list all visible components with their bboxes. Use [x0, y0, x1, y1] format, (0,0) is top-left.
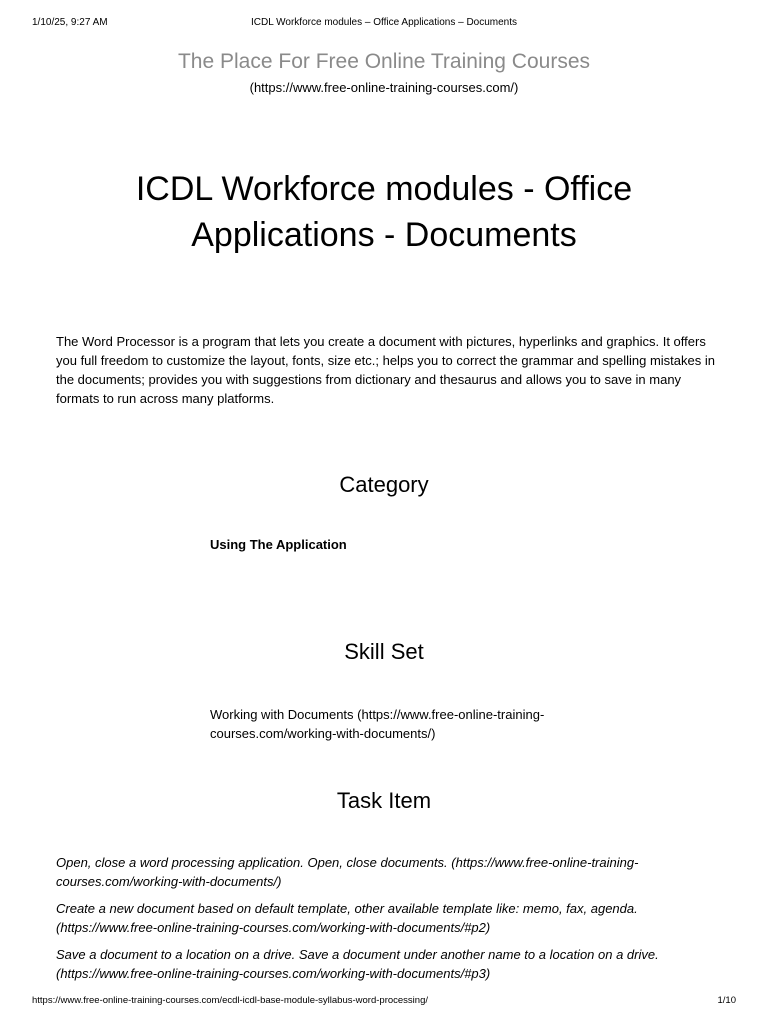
category-value: Using The Application	[210, 537, 347, 552]
task-item[interactable]: Open, close a word processing application. Open, close documents. (https://www.free-online-training-courses.com/working-with-documents/)	[56, 855, 639, 889]
task-item-list	[56, 853, 716, 991]
print-footer	[0, 995, 768, 1009]
skill-set-link[interactable]: Working with Documents (https://www.free-online-training-courses.com/working-with-documents/)	[210, 707, 545, 741]
category-heading: Category	[339, 472, 429, 497]
print-header	[0, 17, 768, 31]
task-item[interactable]: Save a document to a location on a drive. Save a document under another name to a location on a drive. (https://www.free-online-training-courses.com/working-with-documents/#p3)	[56, 947, 659, 981]
site-url-link[interactable]: (https://www.free-online-training-courses.com/)	[249, 80, 519, 95]
site-title: The Place For Free Online Training Courses	[177, 50, 590, 73]
print-page-title: ICDL Workforce modules – Office Applications – Documents	[250, 17, 518, 28]
intro-paragraph: The Word Processor is a program that lets you create a document with pictures, hyperlinks and graphics. It offers you full freedom to customize the layout, fonts, size etc.; helps you to correct the grammar and spelling mistakes in the documents; provides you with suggestions from dictionary and thesaurus and allows you to save in many formats to run across many platforms.	[56, 334, 715, 406]
task-item[interactable]: Create a new document based on default template, other available template like: memo, fax, agenda. (https://www.free-online-training-courses.com/working-with-documents/#p2)	[56, 901, 638, 935]
print-datetime: 1/10/25, 9:27 AM	[32, 17, 108, 28]
skill-set-heading: Skill Set	[344, 639, 424, 664]
page-number: 1/10	[717, 995, 736, 1006]
task-item-heading: Task Item	[336, 788, 432, 813]
page-title: ICDL Workforce modules - Office Applications - Documents	[135, 170, 633, 254]
print-footer-url: https://www.free-online-training-courses.com/ecdl-icdl-base-module-syllabus-word-processing/	[32, 995, 428, 1006]
